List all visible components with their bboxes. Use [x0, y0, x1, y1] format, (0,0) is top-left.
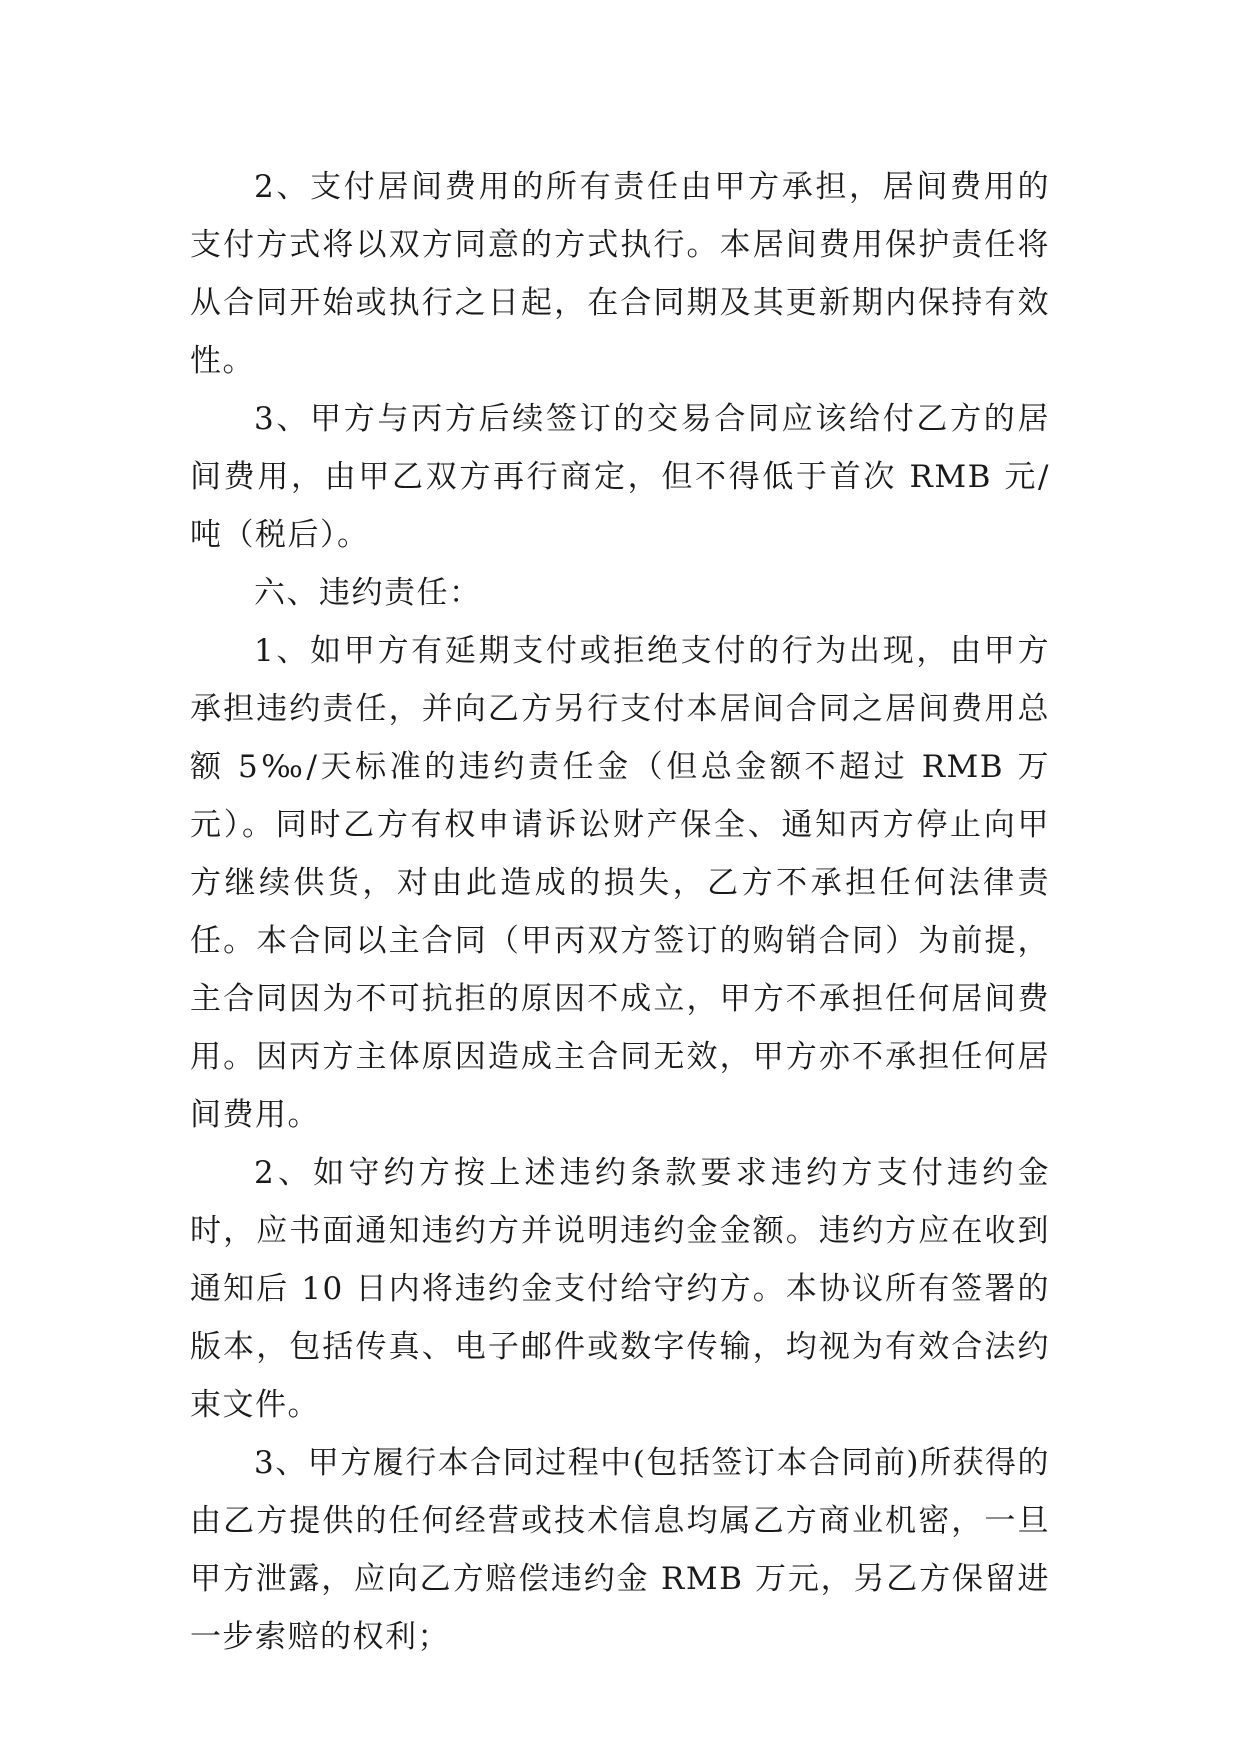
- paragraph-fee-responsibility: 2、支付居间费用的所有责任由甲方承担，居间费用的支付方式将以双方同意的方式执行。本居间费用保护责任将从合同开始或执行之日起，在合同期及其更新期内保持有效性。: [190, 169, 1050, 379]
- paragraph-subsequent-fee: 3、甲方与丙方后续签订的交易合同应该给付乙方的居间费用，由甲乙双方再行商定，但不得低于首次 RMB 元/吨（税后）。: [190, 401, 1050, 553]
- paragraph-breach-2: 2、如守约方按上述违约条款要求违约方支付违约金时，应书面通知违约方并说明违约金金额。违约方应在收到通知后 10 日内将违约金支付给守约方。本协议所有签署的版本，包括传真、电子邮件或数字传输，均视为有效合法约束文件。: [190, 1155, 1050, 1423]
- section-heading-breach: 六、违约责任：: [254, 575, 482, 611]
- document-body: [190, 158, 1050, 1666]
- paragraph-breach-1: 1、如甲方有延期支付或拒绝支付的行为出现，由甲方承担违约责任，并向乙方另行支付本居间合同之居间费用总额 5‰/天标准的违约责任金（但总金额不超过 RMB 万元）。同时乙方有权申请诉讼财产保全、通知丙方停止向甲方继续供货，对由此造成的损失，乙方不承担任何法律责任。本合同以主合同（甲丙双方签订的购销合同）为前提，主合同因为不可抗拒的原因不成立，甲方不承担任何居间费用。因丙方主体原因造成主合同无效，甲方亦不承担任何居间费用。: [190, 633, 1050, 1133]
- paragraph-breach-3: 3、甲方履行本合同过程中(包括签订本合同前)所获得的由乙方提供的任何经营或技术信息均属乙方商业机密，一旦甲方泄露，应向乙方赔偿违约金 RMB 万元，另乙方保留进一步索赔的权利；: [190, 1445, 1050, 1655]
